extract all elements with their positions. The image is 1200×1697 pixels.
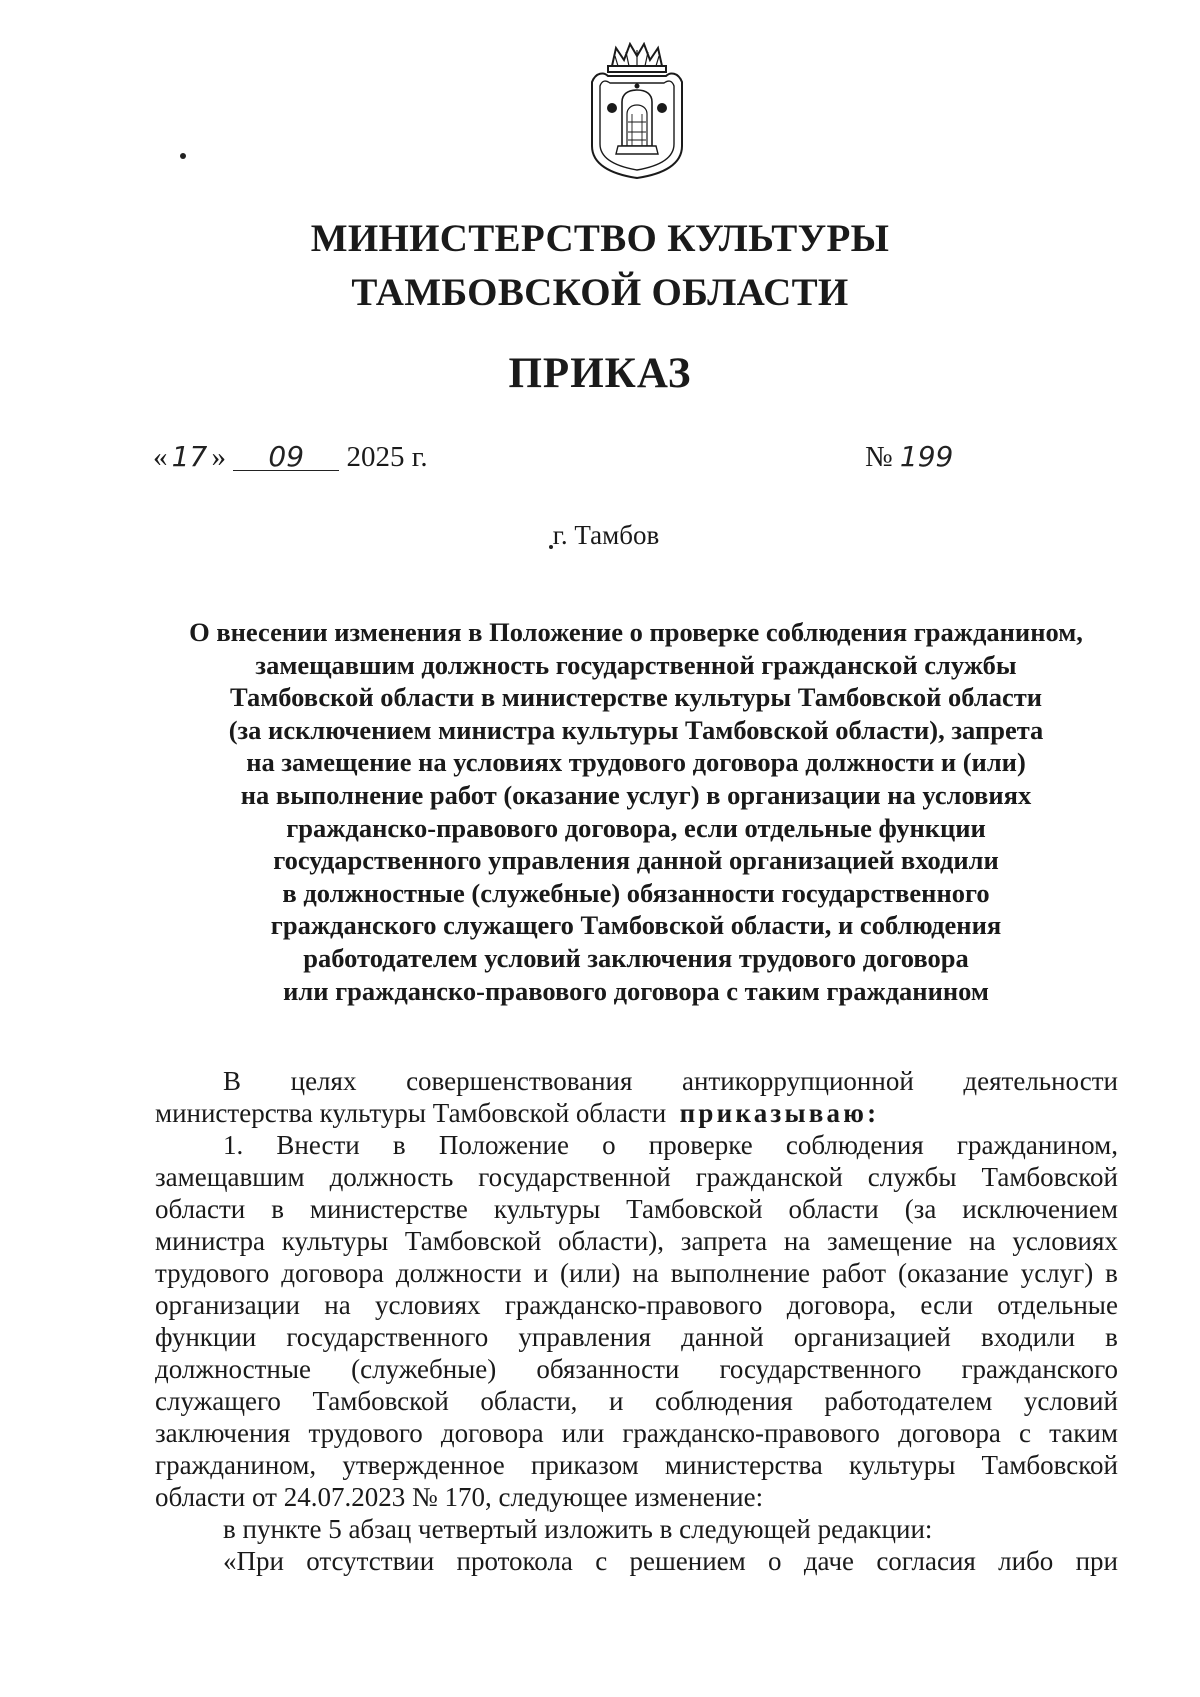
word: обязанности <box>536 1354 680 1384</box>
word: замещавшим <box>155 1162 305 1192</box>
word: государственного <box>719 1354 922 1384</box>
word: управления <box>518 1322 652 1352</box>
word: 1. <box>223 1130 244 1160</box>
word: соблюдения <box>785 1130 924 1160</box>
word: должности <box>395 1258 522 1288</box>
word: входили <box>980 1322 1076 1352</box>
tambov-coat-of-arms-emblem <box>582 42 692 182</box>
word: решением <box>629 1546 746 1576</box>
word: министра <box>155 1226 266 1256</box>
word: на <box>632 1258 659 1288</box>
word: функции <box>155 1322 257 1352</box>
item-1-last-line: области от 24.07.2023 № 170, следующее изменение: <box>155 1482 764 1512</box>
word: о <box>768 1546 782 1576</box>
preamble-verb: приказываю: <box>679 1098 880 1128</box>
word: исключением <box>962 1194 1118 1224</box>
order-body <box>155 1065 1118 1577</box>
word: договора, <box>786 1290 897 1320</box>
word: трудового <box>155 1258 270 1288</box>
item-1-line <box>155 1449 1118 1481</box>
word: Тамбовской <box>626 1194 763 1224</box>
word: службы <box>867 1162 957 1192</box>
word: должность <box>329 1162 454 1192</box>
item-1-line <box>155 1321 1118 1353</box>
word: целях <box>290 1066 357 1096</box>
item-1 <box>155 1129 1118 1481</box>
word: утвержденное <box>342 1450 505 1480</box>
scan-speck <box>180 153 186 159</box>
word: гражданином, <box>956 1130 1118 1160</box>
word: служащего <box>155 1386 281 1416</box>
word: Тамбовской <box>981 1450 1118 1480</box>
word: в <box>392 1130 406 1160</box>
word: протокола <box>456 1546 573 1576</box>
word: услуг) <box>1020 1258 1094 1288</box>
item-1-line <box>155 1129 1118 1161</box>
word: с <box>1019 1418 1031 1448</box>
word: договора <box>281 1258 384 1288</box>
item-1-line <box>155 1161 1118 1193</box>
word: области <box>788 1194 879 1224</box>
preamble-tail: министерства культуры Тамбовской области <box>155 1098 667 1128</box>
subject-line: Тамбовской области в министерстве культуры Тамбовской области <box>229 682 1043 713</box>
word: в <box>1105 1258 1118 1288</box>
word: в <box>1105 1322 1118 1352</box>
word: Тамбовской <box>981 1162 1118 1192</box>
word: области), <box>558 1226 665 1256</box>
subject-line: государственного управления данной организацией входили <box>273 845 999 876</box>
word: работ <box>821 1258 887 1288</box>
word: министерства <box>664 1450 823 1480</box>
item-1-line <box>155 1193 1118 1225</box>
word: проверке <box>648 1130 753 1160</box>
word: данной <box>681 1322 764 1352</box>
date-year: 2025 г. <box>346 441 428 473</box>
word: трудового <box>308 1418 423 1448</box>
city: г. Тамбов <box>552 520 660 550</box>
word: приказом <box>530 1450 639 1480</box>
subject-line: в должностные (служебные) обязанности государственного <box>282 877 990 908</box>
word: государственной <box>478 1162 671 1192</box>
item-1-line <box>155 1225 1118 1257</box>
word: согласия <box>876 1546 976 1576</box>
word: при <box>1075 1546 1118 1576</box>
word: культуры <box>848 1450 956 1480</box>
date-open-quote: « <box>153 441 168 473</box>
word: гражданско-правового <box>622 1418 880 1448</box>
word: антикоррупционной <box>682 1066 914 1096</box>
ministry-name-line1: МИНИСТЕРСТВО КУЛЬТУРЫ <box>310 217 890 260</box>
item-1-line <box>155 1385 1118 1417</box>
subject-line: О внесении изменения в Положение о проверке соблюдения гражданином, <box>189 617 1083 647</box>
word: Положение <box>438 1130 569 1160</box>
word: министерстве <box>309 1194 468 1224</box>
order-number <box>865 440 953 474</box>
word: Тамбовской <box>312 1386 449 1416</box>
word: условий <box>1023 1386 1118 1416</box>
word: отдельные <box>997 1290 1118 1320</box>
number-sign: № <box>865 441 893 473</box>
word: (служебные) <box>351 1354 497 1384</box>
subject-line: на выполнение работ (оказание услуг) в организации на условиях <box>240 779 1032 810</box>
word: гражданского <box>961 1354 1118 1384</box>
word: «При <box>223 1546 284 1576</box>
word: отсутствии <box>306 1546 435 1576</box>
word: на <box>969 1226 996 1256</box>
number-value: 199 <box>899 440 954 473</box>
word: гражданско-правового <box>504 1290 763 1320</box>
word: государственного <box>286 1322 489 1352</box>
subject-line: гражданско-правового договора, если отдельные функции <box>286 812 986 843</box>
word: области <box>155 1194 246 1224</box>
word: области, <box>480 1386 578 1416</box>
word: замещение <box>827 1226 953 1256</box>
document-type: ПРИКАЗ <box>508 350 692 397</box>
word: должностные <box>155 1354 311 1384</box>
subject-line: замещавшим должность государственной гражданской службы <box>255 649 1017 680</box>
quoted-text-line <box>155 1545 1118 1577</box>
subject-line: или гражданско-правового договора с таким гражданином <box>283 975 989 1006</box>
word: Внести <box>276 1130 360 1160</box>
word: соблюдения <box>654 1386 793 1416</box>
word: на <box>783 1226 811 1256</box>
word: в <box>271 1194 284 1224</box>
item-1-line <box>155 1417 1118 1449</box>
word: (или) <box>560 1258 621 1288</box>
word: условиях <box>374 1290 481 1320</box>
word: деятельности <box>963 1066 1118 1096</box>
order-date <box>153 440 428 474</box>
date-day: 17 <box>171 440 208 473</box>
item-1-line <box>155 1353 1118 1385</box>
scan-speck <box>549 545 553 549</box>
word: организации <box>155 1290 300 1320</box>
word: выполнение <box>670 1258 810 1288</box>
word: совершенствования <box>406 1066 633 1096</box>
preamble-line2 <box>155 1097 1118 1129</box>
word: организацией <box>793 1322 951 1352</box>
item-1-line <box>155 1257 1118 1289</box>
word: В <box>223 1066 242 1096</box>
order-subject <box>156 616 1116 1007</box>
subject-line: гражданского служащего Тамбовской области, и соблюдения <box>270 910 1002 941</box>
word: условиях <box>1012 1226 1118 1256</box>
clause-line: в пункте 5 абзац четвертый изложить в следующей редакции: <box>223 1514 933 1544</box>
word: культуры <box>493 1194 601 1224</box>
word: (за <box>904 1194 937 1224</box>
word: гражданином, <box>155 1450 317 1480</box>
word: даче <box>803 1546 855 1576</box>
word: договора <box>440 1418 544 1448</box>
date-month: 09 <box>233 444 339 471</box>
word: (оказание <box>898 1258 1009 1288</box>
word: или <box>561 1418 605 1448</box>
preamble-line1 <box>155 1065 1118 1097</box>
subject-line: работодателем условий заключения трудового договора <box>303 942 969 973</box>
word: и <box>533 1258 549 1288</box>
subject-line: на замещение на условиях трудового договора должности и (или) <box>246 747 1026 778</box>
word: запрета <box>680 1226 768 1256</box>
word: с <box>595 1546 608 1576</box>
word: заключения <box>155 1418 291 1448</box>
word: работодателем <box>824 1386 993 1416</box>
word: если <box>920 1290 973 1320</box>
word: либо <box>998 1546 1054 1576</box>
word: и <box>608 1386 624 1416</box>
word: на <box>324 1290 351 1320</box>
word: договора <box>898 1418 1001 1448</box>
item-1-line <box>155 1289 1118 1321</box>
subject-line: (за исключением министра культуры Тамбовской области), запрета <box>228 714 1044 745</box>
date-close-quote: » <box>211 441 226 473</box>
word: гражданской <box>695 1162 843 1192</box>
ministry-name-line2: ТАМБОВСКОЙ ОБЛАСТИ <box>351 271 849 314</box>
word: о <box>602 1130 616 1160</box>
word: таким <box>1049 1418 1118 1448</box>
word: культуры <box>281 1226 389 1256</box>
word: Тамбовской <box>404 1226 542 1256</box>
